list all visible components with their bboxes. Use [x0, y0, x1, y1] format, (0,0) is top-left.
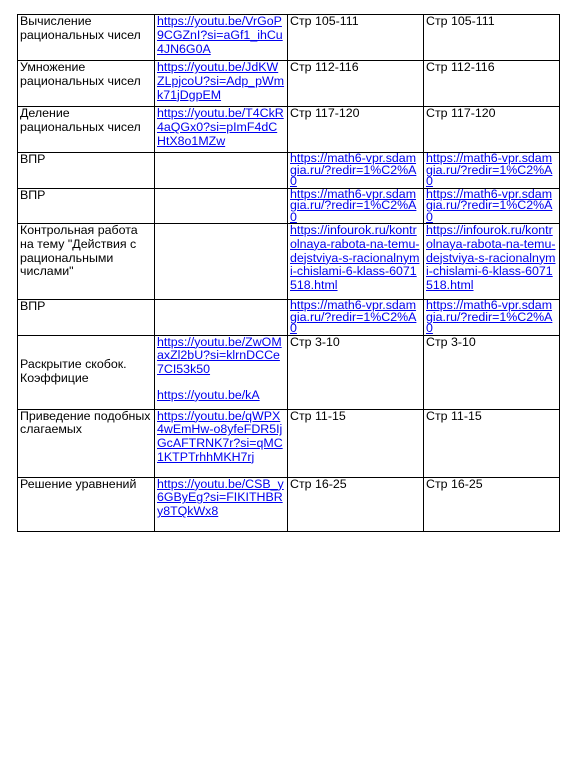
topic-cell: Умножение рациональных чисел	[18, 61, 155, 107]
link-cell	[155, 335, 288, 409]
page-cell: Стр 117-120	[424, 107, 560, 153]
vpr-link[interactable]: https://math6-vpr.sdamgia.ru/?redir=1%C2%A0	[290, 152, 417, 188]
video-link[interactable]: https://youtu.be/JdKWZLpjcoU?si=Adp_pWmk71jDgpEM	[157, 60, 285, 102]
page-cell: Стр 112-116	[424, 61, 560, 107]
topic-cell: ВПР	[18, 188, 155, 224]
page-cell	[288, 224, 424, 300]
page-cell: Стр 3-10	[288, 335, 424, 409]
page-cell: Стр 16-25	[288, 477, 424, 531]
link-cell	[155, 153, 288, 189]
video-link[interactable]: https://youtu.be/qWPX4wEmHw-o8yfeFDR5IjGcAFTRNK7r?si=qMC1KTPTrhhMKH7rj	[157, 409, 283, 464]
page-cell: Стр 16-25	[424, 477, 560, 531]
video-link[interactable]: https://youtu.be/T4CkR4aQGx0?si=pImF4dCHtX8o1MZw	[157, 106, 284, 148]
table-row	[18, 15, 560, 61]
page-cell: Стр 11-15	[424, 409, 560, 477]
page-cell: Стр 112-116	[288, 61, 424, 107]
page-cell: Стр 11-15	[288, 409, 424, 477]
video-link[interactable]: https://youtu.be/ZwOMaxZl2bU?si=klrnDCCe7CI53k50	[157, 335, 282, 377]
topic-cell: Вычисление рациональных чисел	[18, 15, 155, 61]
page-cell	[424, 188, 560, 224]
table-row	[18, 107, 560, 153]
lesson-plan-table	[17, 14, 560, 532]
link-cell	[155, 300, 288, 336]
page-cell	[288, 300, 424, 336]
link-cell	[155, 107, 288, 153]
page-cell	[424, 224, 560, 300]
vpr-link[interactable]: https://math6-vpr.sdamgia.ru/?redir=1%C2%A0	[426, 152, 553, 188]
link-cell	[155, 409, 288, 477]
vpr-link[interactable]: https://math6-vpr.sdamgia.ru/?redir=1%C2%A0	[426, 299, 553, 335]
table-row	[18, 477, 560, 531]
table-row	[18, 61, 560, 107]
table-row	[18, 409, 560, 477]
test-link[interactable]: https://infourok.ru/kontrolnaya-rabota-na-temu-dejstviya-s-racionalnymi-chislami-6-klass-6071518.html	[290, 223, 420, 293]
topic-cell: Приведение подобных слагаемых	[18, 409, 155, 477]
table-row	[18, 300, 560, 336]
video-link-empty[interactable]	[157, 519, 285, 531]
topic-cell: Деление рациональных чисел	[18, 107, 155, 153]
table-row	[18, 188, 560, 224]
vpr-link[interactable]: https://math6-vpr.sdamgia.ru/?redir=1%C2%A0	[426, 188, 553, 224]
topic-cell: ВПР	[18, 153, 155, 189]
topic-cell: Решение уравнений	[18, 477, 155, 531]
page-cell	[424, 153, 560, 189]
video-link[interactable]: https://youtu.be/kA	[157, 387, 260, 402]
link-cell	[155, 224, 288, 300]
link-cell	[155, 188, 288, 224]
page-cell	[288, 188, 424, 224]
page-cell: Стр 105-111	[288, 15, 424, 61]
link-cell	[155, 15, 288, 61]
table-row	[18, 224, 560, 300]
vpr-link[interactable]: https://math6-vpr.sdamgia.ru/?redir=1%C2%A0	[290, 299, 417, 335]
video-link[interactable]: https://youtu.be/VrGoP9CGZnI?si=aGf1_ihCu4JN6G0A	[157, 14, 283, 56]
link-cell	[155, 61, 288, 107]
page-cell	[288, 153, 424, 189]
topic-cell: ВПР	[18, 300, 155, 336]
page-cell: Стр 3-10	[424, 335, 560, 409]
page-cell	[424, 300, 560, 336]
table-row	[18, 153, 560, 189]
vpr-link[interactable]: https://math6-vpr.sdamgia.ru/?redir=1%C2%A0	[290, 188, 417, 224]
page-cell: Стр 105-111	[424, 15, 560, 61]
page-cell: Стр 117-120	[288, 107, 424, 153]
link-cell	[155, 477, 288, 531]
test-link[interactable]: https://infourok.ru/kontrolnaya-rabota-na-temu-dejstviya-s-racionalnymi-chislami-6-klass-6071518.html	[426, 223, 556, 293]
topic-cell: Контрольная работа на тему "Действия с рациональными числами"	[18, 224, 155, 300]
video-link[interactable]: https://youtu.be/CSB_y6GByEg?si=FIKITHBRy8TQkWx8	[157, 477, 284, 519]
table-row	[18, 335, 560, 409]
video-link-empty[interactable]	[157, 465, 285, 477]
topic-cell: Раскрытие скобок. Коэффицие	[18, 335, 155, 409]
